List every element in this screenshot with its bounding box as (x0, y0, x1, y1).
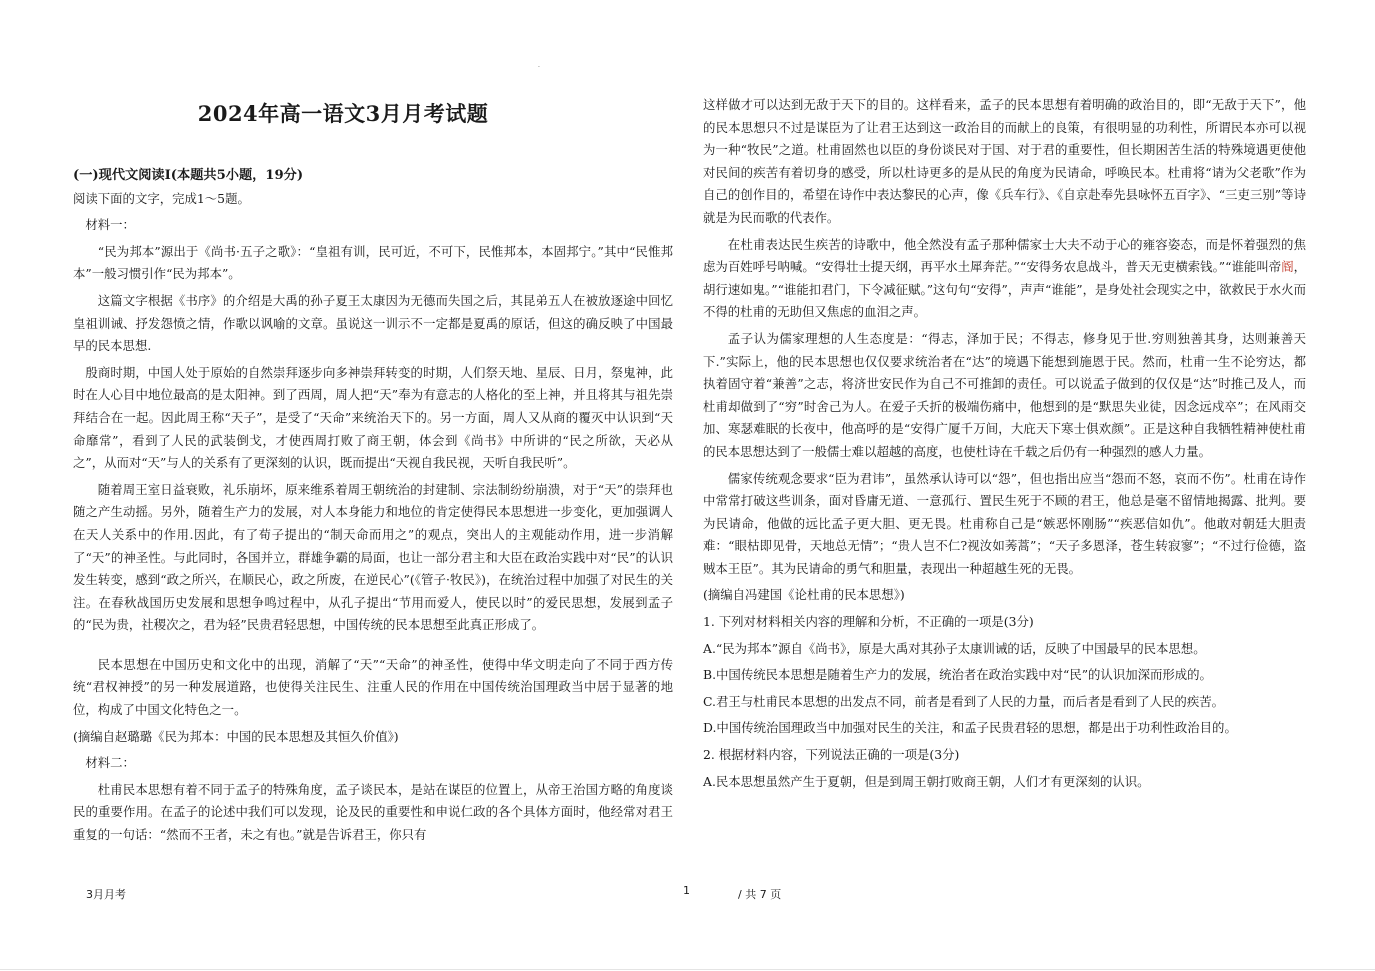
paragraph: 孟子认为儒家理想的人生态度是：“得志，泽加于民；不得志，修身见于世.穷则独善其身，达则兼善天下.”实际上，他的民本思想也仅仅要求统治者在“达”的境遇下能想到施恩于民。然而，杜甫一生不论穷达，都执着固守着“兼善”之志，将济世安民作为自己不可推卸的责任。可以说孟子做到的仅仅是“达”时推己及人，而杜甫却做到了“穷”时舍己为人。在爱子夭折的极端伤痛中，他想到的是“默思失业徒，因念远戍卒”；在风雨交加、寒瑟难眠的长夜中，他高呼的是“安得广厦千万间，大庇天下寒士俱欢颜”。正是这种自我牺牲精神使杜甫的民本思想达到了一般儒士难以超越的高度，也使杜诗在千载之后仍有一种强烈的感人力量。 (703, 330, 1306, 459)
option-1c: C.君王与杜甫民本思想的出发点不同，前者是看到了人民的力量，而后者是看到了人民的疾苦。 (703, 693, 1224, 709)
paragraph (703, 234, 1306, 324)
page-title: 2024年高一语文3月月考试题 (197, 101, 489, 126)
option-1d: D.中国传统治国理政当中加强对民生的关注，和孟子民贵君轻的思想，都是出于功利性政治目的。 (703, 720, 1237, 736)
top-dot: . (538, 62, 540, 69)
source-citation: (摘编自冯建国《论杜甫的民本思想》) (703, 587, 905, 603)
question-1: 1. 下列对材料相关内容的理解和分析，不正确的一项是(3分) (703, 614, 1034, 630)
paragraph: 这样做才可以达到无敌于天下的目的。这样看来，孟子的民本思想有着明确的政治目的，即“无敌于天下”，他的民本思想只不过是谋臣为了让君王达到这一政治目的而献上的良策，有很明显的功利性，所谓民本亦可以视为一种“牧民”之道。杜甫固然也以臣的身份谈民对于国、对于君的重要性，但长期困苦生活的特殊境遇更使他对民间的疾苦有着切身的感受，所以杜诗更多的是从民的角度为民请命，呼唤民本。杜甫将“请为父老歌”作为自己的创作目的，希望在诗作中表达黎民的心声，像《兵车行》、《自京赴奉先县咏怀五百字》、“三吏三别”等诗就是为民而歌的代表作。 (703, 97, 1306, 225)
footer-exam-label: 3月月考 (86, 888, 126, 901)
paragraph: “民为邦本”源出于《尚书·五子之歌》：“皇祖有训，民可近，不可下，民惟邦本，本固邦宁。”其中“民惟邦本”一般习惯引作“民为邦本”。 (73, 243, 673, 282)
option-2a: A.民本思想虽然产生于夏朝，但是到周王朝打败商王朝，人们才有更深刻的认识。 (703, 773, 1150, 789)
material-one-label: 材料一： (85, 217, 135, 233)
highlighted-character: 阍 (1281, 259, 1294, 275)
left-column (73, 165, 673, 847)
option-1b: B.中国传统民本思想是随着生产力的发展，统治者在政治实践中对“民”的认识加深而形成的。 (703, 667, 1212, 683)
option-1a: A.“民为邦本”源自《尚书》，原是大禹对其孙子太康训诫的话，反映了中国最早的民本思想。 (703, 640, 1206, 656)
paragraph: 杜甫民本思想有着不同于孟子的特殊角度，孟子谈民本，是站在谋臣的位置上，从帝王治国方略的角度谈民的重要作用。在孟子的论述中我们可以发现，论及民的重要性和申说仁政的各个具体方面时，他经常对君王重复的一句话：“然而不王者，未之有也。”就是告诉君王，你只有 (73, 781, 673, 843)
paragraph: 这篇文字根据《书序》的介绍是大禹的孙子夏王太康因为无德而失国之后，其昆弟五人在被放逐途中回忆皇祖训诫、抒发怨愤之情，作歌以讽喻的文章。虽说这一训示不一定都是夏禹的原话，但这的确反映了中国最早的民本思想. (73, 292, 673, 354)
paragraph-text: 在杜甫表达民生疾苦的诗歌中，他全然没有孟子那种儒家士大夫不动于心的雍容姿态，而是怀着强烈的焦虑为百姓呼号呐喊。“安得壮士提天纲，再平水土犀奔茫。”“安得务农息战斗，普天无吏横索钱。”“谁能叫帝 (703, 236, 1306, 275)
paragraph: 儒家传统观念要求“臣为君讳”，虽然承认诗可以“怨”，但也指出应当“怨而不怒，哀而不伤”。杜甫在诗作中常常打破这些训条，面对昏庸无道、一意孤行、置民生死于不顾的君王，他总是毫不留情地揭露、批判。要为民请命，他做的远比孟子更大胆、更无畏。杜甫称自己是“嫉恶怀刚肠”“疾恶信如仇”。他敢对朝廷大胆责难：“眼枯即见骨，天地总无情”；“贵人岂不仁?视汝如莠蒿”；“天子多恩泽，苍生转寂寥”；“不过行俭德，盗贼本王臣”。其为民请命的勇气和胆量，表现出一种超越生死的无畏。 (703, 470, 1306, 576)
footer-page-number: 1 (683, 884, 690, 897)
material-two-label: 材料二： (85, 755, 135, 771)
paragraph: 随着周王室日益衰败，礼乐崩坏，原来维系着周王朝统治的封建制、宗法制纷纷崩溃，对于“天”的崇拜也随之产生动摇。另外，随着生产力的发展，对人本身能力和地位的肯定使得民本思想进一步变化，更加强调人在天人关系中的作用.因此，有了荀子提出的“制天命而用之”的观点，突出人的主观能动作用，进一步消解了“天”的神圣性。与此同时，各国并立，群雄争霸的局面，也让一部分君主和大臣在政治实践中对“民”的认识发生转变，感到“政之所兴，在顺民心，政之所废，在逆民心”(《管子·牧民》)，在统治过程中加强了对民生的关注。在春秋战国历史发展和思想争鸣过程中，从孔子提出“节用而爱人，使民以时”的爱民思想，发展到孟子的“民为贵，社稷次之，君为轻”民贵君轻思想，中国传统的民本思想至此真正形成了。 (73, 481, 673, 633)
paragraph: 民本思想在中国历史和文化中的出现，消解了“天”“天命”的神圣性，使得中华文明走向了不同于西方传统“君权神授”的另一种发展道路，也使得关注民生、注重人民的作用在中国传统治国理政当中居于显著的地位，构成了中国文化特色之一。 (73, 656, 673, 718)
page-bottom-divider (0, 969, 1375, 970)
source-citation: (摘编自赵璐璐《民为邦本：中国的民本思想及其恒久价值》) (73, 728, 399, 744)
right-column (703, 94, 1306, 793)
footer-total-pages: / 共 7 页 (738, 888, 782, 901)
question-2: 2. 根据材料内容，下列说法正确的一项是(3分) (703, 747, 960, 763)
paragraph-text: ，胡行速如鬼。”“谁能扣君门，下令减征赋。”这句句“安得”，声声“谁能”，是身处社会现实之中，欲救民于水火而不得的杜甫的无助但又焦虑的血泪之声。 (703, 259, 1306, 320)
section-heading: (一)现代文阅读Ⅰ(本题共5小题，19分) (73, 168, 304, 183)
reading-instruction: 阅读下面的文字，完成1～5题。 (73, 190, 250, 206)
paragraph: 殷商时期，中国人处于原始的自然崇拜逐步向多神崇拜转变的时期，人们祭天地、星辰、日月，祭鬼神，此时在人心目中地位最高的是太阳神。到了西周，周人把“天”奉为有意志的人格化的至上神，并且将其与祖先崇拜结合在一起。因此周王称“天子”，是受了“天命”来统治天下的。另一方面，周人又从商的覆灭中认识到“天命靡常”，看到了人民的武装倒戈，才使西周打败了商王朝，体会到《尚书》中所讲的“民之所欲，天必从之”，从而对“天”与人的关系有了更深刻的认识，既而提出“天视自我民视，天听自我民听”。 (73, 364, 673, 471)
